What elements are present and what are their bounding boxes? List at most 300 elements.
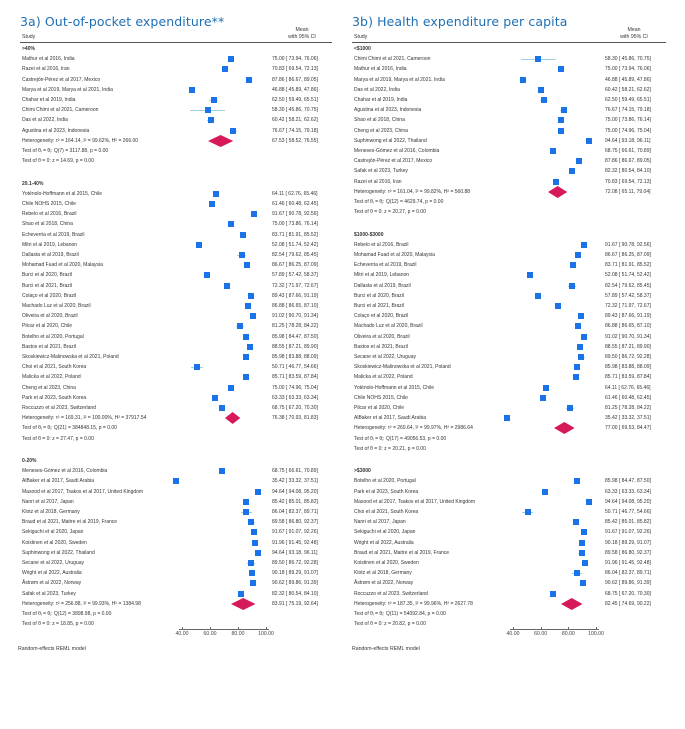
homogeneity-test: Test of θᵢ = θⱼ: Q(11) = 54092.84, p = 0.00 xyxy=(354,611,446,618)
x-axis-tick xyxy=(596,627,597,629)
pooled-estimate-diamond xyxy=(230,598,256,610)
study-row: Shao et al 2018, China xyxy=(22,221,73,228)
pooled-estimate: 77.00 [ 69.53, 84.47] xyxy=(605,425,651,432)
x-axis-tick-label: 80.00 xyxy=(231,631,245,637)
study-row: Bastos et al 2021, Brazil xyxy=(22,343,76,350)
pooled-estimate-diamond xyxy=(207,135,234,147)
heterogeneity-stats: Heterogeneity: τ² = 164.14, I² = 99.62%, H² = 266.00 xyxy=(22,137,139,144)
study-estimate: 91.02 [ 90.70, 91.34] xyxy=(605,333,651,340)
ci-label: with 95% CI xyxy=(620,34,648,40)
study-row: Chimi Chimi et al 2021, Cameroon xyxy=(22,107,99,114)
study-marker-square xyxy=(520,77,526,83)
chart-title: 3a) Out-of-pocket expenditure** xyxy=(20,14,225,29)
study-estimate: 75.00 [ 73.86, 76.14] xyxy=(605,117,651,124)
pooled-estimate: 83.91 [ 75.19, 92.64] xyxy=(272,600,318,607)
study-marker-square xyxy=(574,364,580,370)
study-marker-square xyxy=(586,138,592,144)
study-marker-square xyxy=(527,272,533,278)
x-axis-tick xyxy=(238,627,239,629)
study-row: Klotz et al 2018, Germany xyxy=(354,570,412,577)
study-estimate: 89.50 [ 86.72, 92.28] xyxy=(605,354,651,361)
study-estimate: 75.00 [ 73.94, 76.06] xyxy=(272,56,318,63)
study-marker-square xyxy=(228,56,234,62)
study-estimate: 50.71 [ 46.77, 54.66] xyxy=(605,509,651,516)
study-marker-square xyxy=(248,519,254,525)
study-row: Roccuzzo et al 2023, Switzerland xyxy=(354,590,428,597)
pooled-estimate-diamond xyxy=(224,412,241,424)
study-row: Razei et al 2016, Iran xyxy=(354,178,402,185)
study-estimate: 70.83 [ 69.54, 72.13] xyxy=(605,178,651,185)
study-estimate: 68.75 [ 67.20, 70.30] xyxy=(272,405,318,412)
study-estimate: 86.04 [ 82.37, 89.71] xyxy=(272,509,318,516)
mean-label: Mean xyxy=(295,27,309,33)
panel-out-of-pocket xyxy=(0,0,342,729)
study-estimate: 85.71 [ 83.59, 87.84] xyxy=(272,374,318,381)
study-marker-square xyxy=(251,211,257,217)
study-row: Machado Luz et al 2020, Brazil xyxy=(354,323,423,330)
study-estimate: 62.50 [ 59.49, 65.51] xyxy=(605,97,651,103)
study-marker-square xyxy=(573,519,579,525)
study-estimate: 83.71 [ 81.91, 85.52] xyxy=(272,231,318,238)
heterogeneity-stats: Heterogeneity: τ² = 187.35, I² = 99.96%, H² = 2627.78 xyxy=(354,600,473,607)
study-row: Mathur et al 2016, India xyxy=(354,66,407,73)
study-marker-square xyxy=(238,591,244,597)
study-marker-square xyxy=(243,334,249,340)
study-estimate: 94.64 [ 93.18, 96.11] xyxy=(272,549,318,556)
study-marker-square xyxy=(211,97,217,103)
study-marker-square xyxy=(558,66,564,72)
study-marker-square xyxy=(575,323,581,329)
study-marker-square xyxy=(251,529,257,535)
study-estimate: 91.67 [ 90.78, 92.56] xyxy=(272,211,318,218)
study-row: Wright et al 2022, Australia xyxy=(354,539,414,546)
study-marker-square xyxy=(219,405,225,411)
study-estimate: 61.46 [ 60.48, 62.45] xyxy=(272,201,318,208)
study-estimate: 94.64 [ 94.08, 95.20] xyxy=(605,498,651,505)
study-estimate: 89.43 [ 87.66, 91.19] xyxy=(272,292,318,299)
study-marker-square xyxy=(194,364,200,370)
study-marker-square xyxy=(578,354,584,360)
pooled-estimate: 72.08 [ 65.11, 79.04] xyxy=(605,188,651,195)
pooled-estimate: 76.38 [ 70.93, 81.83] xyxy=(272,415,318,422)
study-marker-square xyxy=(196,242,202,248)
study-estimate: 89.58 [ 86.80, 92.37] xyxy=(272,519,318,526)
study-marker-square xyxy=(535,56,541,62)
study-marker-square xyxy=(504,415,510,421)
heterogeneity-stats: Heterogeneity: τ² = 161.04, I² = 99.82%, H² = 560.88 xyxy=(354,188,471,195)
study-marker-square xyxy=(577,344,583,350)
study-marker-square xyxy=(224,283,230,289)
x-axis-tick-label: 60.00 xyxy=(534,631,548,637)
study-marker-square xyxy=(255,489,261,495)
homogeneity-test: Test of θᵢ = θⱼ: Q(7) = 3117.88, p = 0.00 xyxy=(22,148,109,154)
study-row: Yoténolo-Hoffmann et al 2015, Chile xyxy=(354,384,435,391)
study-row: Mohamad Fuad et al 2020, Malaysia xyxy=(22,262,103,269)
ci-label: with 95% CI xyxy=(288,34,316,40)
column-header-mean xyxy=(604,27,664,41)
study-marker-square xyxy=(525,509,531,515)
study-row: Skoskiewicz-Malinowska et al 2021, Poland xyxy=(354,364,451,371)
study-row: Cheng et al 2023, China xyxy=(22,384,76,391)
study-row: Meneses-Gómez et al 2016, Colombia xyxy=(22,468,108,475)
study-row: Castrejón-Pérez et al 2017, Mexico xyxy=(22,76,101,83)
study-row: Åstrøm et al 2022, Norway xyxy=(22,580,82,587)
x-axis-tick-label: 60.00 xyxy=(203,631,217,637)
study-row: Roccuzzo et al 2023, Switzerland xyxy=(22,405,96,412)
study-estimate: 68.75 [ 67.20, 70.30] xyxy=(605,590,651,597)
study-estimate: 35.42 [ 33.32, 37.51] xyxy=(605,415,651,422)
pooled-estimate: 67.53 [ 58.52, 76.55] xyxy=(272,137,318,144)
study-row: Braud et al 2021, Maitre et al 2019, France xyxy=(22,519,118,526)
study-estimate: 89.43 [ 87.66, 91.19] xyxy=(605,313,651,320)
study-marker-square xyxy=(249,570,255,576)
column-header-mean xyxy=(272,27,332,41)
x-axis-line xyxy=(179,629,269,630)
subgroup-label: <$1000 xyxy=(354,46,371,52)
study-row: Chahar et al 2019, India xyxy=(22,97,76,103)
study-row: Pilcar et al 2020, Chile xyxy=(354,405,405,412)
study-estimate: 46.88 [ 45.89, 47.86] xyxy=(605,76,651,83)
study-estimate: 91.67 [ 91.07, 92.26] xyxy=(605,529,651,536)
study-row: Yoténolo-Hoffmann et al 2015, Chile xyxy=(22,190,103,197)
study-row: Razei et al 2016, Iran xyxy=(22,66,70,73)
pooled-estimate-diamond xyxy=(560,598,583,610)
study-row: Choi et al 2021, South Korea xyxy=(22,364,87,371)
study-marker-square xyxy=(250,313,256,319)
pooled-estimate: 82.45 [ 74.69, 90.22] xyxy=(605,600,651,607)
overall-effect-test: Test of θ = 0: z = 20.21, p = 0.00 xyxy=(354,445,426,452)
study-marker-square xyxy=(189,87,195,93)
study-marker-square xyxy=(213,191,219,197)
study-row: Sekiguchi et al 2020, Japan xyxy=(354,529,416,536)
x-axis-tick-label: 100.00 xyxy=(588,631,604,637)
study-row: Botelho et al 2020, Portugal xyxy=(354,478,416,485)
study-row: Burci et al 2021, Brazil xyxy=(22,282,73,289)
study-row: Braud et al 2021, Maitre et al 2019, France xyxy=(354,549,450,556)
study-row: Masood et al 2017, Tsakos et al 2017, United Kingdom xyxy=(22,488,144,495)
study-row: Koistinen et al 2020, Sweden xyxy=(354,560,419,567)
study-estimate: 58.30 [ 45.86, 70.75] xyxy=(272,107,318,114)
study-estimate: 85.98 [ 83.88, 88.09] xyxy=(272,354,318,361)
study-estimate: 76.67 [ 74.15, 79.18] xyxy=(272,127,318,134)
study-estimate: 52.08 [ 51.74, 52.42] xyxy=(272,241,318,248)
panel-health-expenditure xyxy=(342,0,684,729)
study-row: Cheng et al 2023, China xyxy=(354,127,408,134)
study-marker-square xyxy=(569,283,575,289)
study-row: Koistinen et al 2020, Sweden xyxy=(22,539,87,546)
subgroup-label: >$3000 xyxy=(354,468,371,475)
study-marker-square xyxy=(255,550,261,556)
study-marker-square xyxy=(582,560,588,566)
study-estimate: 62.50 [ 59.49, 65.51] xyxy=(272,97,318,103)
study-row: Malicka et al 2022, Poland xyxy=(22,374,81,381)
study-row: Echeverria et al 2019, Brazil xyxy=(22,231,85,238)
study-estimate: 85.98 [ 83.88, 88.09] xyxy=(605,364,651,371)
study-marker-square xyxy=(209,201,215,207)
model-note: Random-effects REML model xyxy=(352,646,420,652)
study-marker-square xyxy=(555,303,561,309)
study-row: Suphinwong et al 2022, Thailand xyxy=(22,549,95,556)
homogeneity-test: Test of θᵢ = θⱼ: Q(21) = 384848.15, p = 0.00 xyxy=(22,425,117,432)
study-row: Safak et al 2023, Turkey xyxy=(354,168,408,175)
study-estimate: 63.33 [ 63.33, 63.34] xyxy=(272,394,318,401)
study-estimate: 85.98 [ 84.47, 87.50] xyxy=(605,478,651,485)
study-marker-square xyxy=(574,478,580,484)
study-row: Skoskiewicz-Malinowska et al 2021, Poland xyxy=(22,354,119,361)
study-marker-square xyxy=(575,252,581,258)
study-marker-square xyxy=(569,168,575,174)
study-row: Åstrøm et al 2022, Norway xyxy=(354,580,414,587)
study-marker-square xyxy=(538,87,544,93)
study-estimate: 94.64 [ 94.08, 95.20] xyxy=(272,488,318,495)
study-row: Suphinwong et al 2022, Thailand xyxy=(354,137,427,144)
study-row: Nanri et al 2017, Japan xyxy=(354,519,406,526)
study-row: Secane et al 2022, Uruguay xyxy=(354,354,416,361)
study-marker-square xyxy=(558,128,564,134)
study-marker-square xyxy=(222,66,228,72)
study-marker-square xyxy=(542,489,548,495)
study-estimate: 86.67 [ 86.25, 87.09] xyxy=(605,252,651,259)
study-estimate: 82.32 [ 80.54, 84.10] xyxy=(605,168,651,175)
study-estimate: 75.00 [ 73.94, 76.06] xyxy=(605,66,651,73)
study-estimate: 85.42 [ 85.01, 85.82] xyxy=(605,519,651,526)
study-row: Dallasta et al 2019, Brazil xyxy=(354,282,411,289)
study-estimate: 46.88 [ 45.89, 47.86] xyxy=(272,86,318,93)
study-estimate: 75.00 [ 73.86, 76.14] xyxy=(272,221,318,228)
heterogeneity-stats: Heterogeneity: τ² = 260.64, I² = 99.97%, H² = 2986.64 xyxy=(354,425,473,432)
x-axis-tick-label: 80.00 xyxy=(561,631,575,637)
study-estimate: 86.67 [ 86.25, 87.09] xyxy=(272,262,318,269)
subgroup-label: 0-20% xyxy=(22,458,37,465)
x-axis-tick-label: 40.00 xyxy=(506,631,520,637)
study-estimate: 35.42 [ 33.32, 37.51] xyxy=(272,478,318,485)
study-estimate: 82.54 [ 79.62, 85.45] xyxy=(605,282,651,289)
study-marker-square xyxy=(550,148,556,154)
study-marker-square xyxy=(574,570,580,576)
study-estimate: 89.58 [ 86.80, 92.37] xyxy=(605,549,651,556)
study-estimate: 82.54 [ 79.62, 85.45] xyxy=(272,252,318,259)
study-row: Sekiguchi et al 2020, Japan xyxy=(22,529,84,536)
x-axis-tick-label: 40.00 xyxy=(175,631,189,637)
study-marker-square xyxy=(576,158,582,164)
study-marker-square xyxy=(580,580,586,586)
study-marker-square xyxy=(573,374,579,380)
homogeneity-test: Test of θᵢ = θⱼ: Q(12) = 3898.98, p = 0.00 xyxy=(22,611,112,618)
study-estimate: 82.32 [ 80.54, 84.10] xyxy=(272,590,318,597)
study-row: Burci et al 2021, Brazil xyxy=(354,303,405,310)
study-row: Colaço et al 2020, Brazil xyxy=(354,313,409,320)
study-marker-square xyxy=(219,468,225,474)
study-marker-square xyxy=(205,107,211,113)
study-estimate: 90.62 [ 89.86, 91.39] xyxy=(605,580,651,587)
study-row: Wright et al 2022, Australia xyxy=(22,570,82,577)
study-row: Mohamad Fuad et al 2020, Malaysia xyxy=(354,252,435,259)
study-row: Park et al 2023, South Korea xyxy=(22,394,87,401)
study-marker-square xyxy=(586,499,592,505)
study-estimate: 61.46 [ 60.48, 62.45] xyxy=(605,394,651,401)
study-row: Rebelo et al 2016, Brazil xyxy=(22,211,77,218)
study-estimate: 90.62 [ 89.86, 91.39] xyxy=(272,580,318,587)
overall-effect-test: Test of θ = 0: z = 14.69, p = 0.00 xyxy=(22,158,94,165)
x-axis-tick xyxy=(513,627,514,629)
x-axis-tick xyxy=(541,627,542,629)
study-estimate: 85.71 [ 83.59, 87.84] xyxy=(605,374,651,381)
study-estimate: 85.42 [ 85.01, 85.82] xyxy=(272,498,318,505)
mean-label: Mean xyxy=(627,27,641,33)
study-marker-square xyxy=(248,560,254,566)
study-row: Das et al 2022, India xyxy=(354,86,400,93)
overall-effect-test: Test of θ = 0: z = 18.85, p = 0.00 xyxy=(22,621,94,628)
overall-effect-test: Test of θ = 0: z = 20.82, p = 0.00 xyxy=(354,621,426,628)
study-estimate: 64.11 [ 62.76, 65.46] xyxy=(605,384,651,391)
study-marker-square xyxy=(243,499,249,505)
study-estimate: 70.83 [ 69.54, 72.13] xyxy=(272,66,318,73)
study-marker-square xyxy=(243,354,249,360)
heterogeneity-stats: Heterogeneity: τ² = 256.88, I² = 99.93%, H² = 1384.98 xyxy=(22,600,141,607)
study-marker-square xyxy=(228,221,234,227)
study-row: Marya et al 2019, Marya et al 2021, India xyxy=(354,76,445,83)
study-row: Nanri et al 2017, Japan xyxy=(22,498,74,505)
study-estimate: 58.30 [ 45.86, 70.75] xyxy=(605,56,651,63)
study-row: Mitri et al 2019, Lebanon xyxy=(354,272,410,279)
study-marker-square xyxy=(237,323,243,329)
study-marker-square xyxy=(248,293,254,299)
study-estimate: 57.89 [ 57.42, 58.37] xyxy=(605,292,651,299)
study-row: Malicka et al 2022, Poland xyxy=(354,374,413,381)
study-estimate: 60.42 [ 58.21, 62.62] xyxy=(272,117,318,124)
pooled-estimate-diamond xyxy=(553,422,576,434)
homogeneity-test: Test of θᵢ = θⱼ: Q(17) = 49056.53, p = 0.00 xyxy=(354,435,447,442)
study-marker-square xyxy=(561,107,567,113)
study-marker-square xyxy=(247,344,253,350)
study-marker-square xyxy=(246,77,252,83)
study-estimate: 86.88 [ 86.65, 87.10] xyxy=(605,323,651,330)
study-row: Klotz et al 2018, Germany xyxy=(22,509,80,516)
study-row: Agustina et al 2023, Indonesia xyxy=(22,127,90,134)
chart-title: 3b) Health expenditure per capita xyxy=(352,14,568,29)
study-row: Meneses-Gómez et al 2016, Colombia xyxy=(354,148,440,154)
study-marker-square xyxy=(204,272,210,278)
study-marker-square xyxy=(243,374,249,380)
study-marker-square xyxy=(540,395,546,401)
study-estimate: 87.86 [ 86.67, 89.05] xyxy=(272,76,318,83)
study-estimate: 72.32 [ 71.97, 72.67] xyxy=(605,303,651,310)
study-estimate: 87.86 [ 86.67, 89.05] xyxy=(605,158,651,165)
study-row: Das et al 2022, India xyxy=(22,117,68,124)
study-estimate: 91.96 [ 91.45, 92.48] xyxy=(605,560,651,567)
overall-effect-test: Test of θ = 0: z = 27.47, p = 0.00 xyxy=(22,435,94,442)
study-estimate: 90.18 [ 89.29, 91.07] xyxy=(272,570,318,577)
study-estimate: 91.67 [ 91.07, 92.26] xyxy=(272,529,318,536)
study-estimate: 76.67 [ 74.15, 79.18] xyxy=(605,107,651,114)
column-header-study: Study xyxy=(354,34,368,40)
model-note: Random-effects REML model xyxy=(18,646,86,652)
x-axis-tick xyxy=(210,627,211,629)
x-axis-line xyxy=(510,629,599,630)
subgroup-label: $1000-$3000 xyxy=(354,231,384,238)
study-row: Colaço et al 2020, Brazil xyxy=(22,292,77,299)
study-row: Shao et al 2018, China xyxy=(354,117,405,124)
study-marker-square xyxy=(581,334,587,340)
study-row: Oliveira et al 2020, Brazil xyxy=(22,313,78,320)
study-estimate: 57.89 [ 57.42, 58.37] xyxy=(272,272,318,279)
study-marker-square xyxy=(558,117,564,123)
study-row: Safak et al 2023, Turkey xyxy=(22,590,76,597)
study-marker-square xyxy=(581,529,587,535)
study-row: Chile NOHS 2015, Chile xyxy=(354,394,408,401)
study-marker-square xyxy=(230,128,236,134)
study-estimate: 63.33 [ 63.33, 63.34] xyxy=(605,488,651,495)
study-marker-square xyxy=(208,117,214,123)
study-marker-square xyxy=(245,303,251,309)
study-marker-square xyxy=(570,262,576,268)
x-axis-tick xyxy=(568,627,569,629)
study-estimate: 91.67 [ 90.78, 92.56] xyxy=(605,241,651,248)
column-header-study: Study xyxy=(22,34,36,40)
study-row: Burci et al 2020, Brazil xyxy=(354,292,405,299)
study-estimate: 89.50 [ 86.72, 92.28] xyxy=(272,560,318,567)
heterogeneity-stats: Heterogeneity: τ² = 169.31, I² = 100.00%, H² = 37917.54 xyxy=(22,415,147,422)
study-marker-square xyxy=(578,313,584,319)
study-row: Park et al 2023, South Korea xyxy=(354,488,419,495)
study-marker-square xyxy=(239,252,245,258)
x-axis-tick-label: 100.00 xyxy=(258,631,274,637)
study-marker-square xyxy=(541,97,547,103)
study-marker-square xyxy=(535,293,541,299)
study-marker-square xyxy=(579,540,585,546)
study-marker-square xyxy=(581,242,587,248)
study-estimate: 83.71 [ 81.91, 85.52] xyxy=(605,262,651,269)
study-row: Dallasta et al 2019, Brazil xyxy=(22,252,79,259)
study-estimate: 90.18 [ 89.29, 91.07] xyxy=(605,539,651,546)
study-marker-square xyxy=(550,591,556,597)
study-marker-square xyxy=(252,540,258,546)
study-estimate: 68.75 [ 66.61, 70.89] xyxy=(272,468,318,475)
study-marker-square xyxy=(543,385,549,391)
study-estimate: 64.11 [ 62.76, 65.46] xyxy=(272,190,318,197)
study-row: Rebelo et al 2016, Brazil xyxy=(354,241,409,248)
study-row: Bastos et al 2021, Brazil xyxy=(354,343,408,350)
study-row: Oliveira et al 2020, Brazil xyxy=(354,333,410,340)
study-estimate: 81.25 [ 78.28, 84.22] xyxy=(272,323,318,330)
study-marker-square xyxy=(579,550,585,556)
x-axis-tick xyxy=(182,627,183,629)
study-row: Echeverria et al 2019, Brazil xyxy=(354,262,417,269)
study-row: Chimi Chimi et al 2021, Cameroon xyxy=(354,56,431,63)
study-row: Marya et al 2019, Marya et al 2021, India xyxy=(22,86,113,93)
study-estimate: 60.42 [ 58.21, 62.62] xyxy=(605,86,651,93)
study-marker-square xyxy=(240,232,246,238)
study-row: Choi et al 2021, South Korea xyxy=(354,509,419,516)
study-row: AlBaker et al 2017, Saudi Arabia xyxy=(354,415,426,422)
study-row: Castrejón-Pérez et al 2017, Mexico xyxy=(354,158,433,165)
study-row: Agustina et al 2023, Indonesia xyxy=(354,107,422,114)
study-marker-square xyxy=(173,478,179,484)
study-estimate: 81.25 [ 78.28, 84.22] xyxy=(605,405,651,412)
pooled-estimate-diamond xyxy=(547,186,568,198)
study-row: Machado Luz et al 2020, Brazil xyxy=(22,303,91,310)
study-estimate: 68.75 [ 66.61, 70.89] xyxy=(605,148,651,154)
study-estimate: 75.00 [ 74.96, 75.04] xyxy=(605,127,651,134)
x-axis-tick xyxy=(266,627,267,629)
study-marker-square xyxy=(244,262,250,268)
study-estimate: 85.98 [ 84.47, 87.50] xyxy=(272,333,318,340)
study-row: Pilcar et al 2020, Chile xyxy=(22,323,73,330)
study-estimate: 91.96 [ 91.45, 92.48] xyxy=(272,539,318,546)
study-row: Botelho et al 2020, Portugal xyxy=(22,333,84,340)
study-estimate: 91.02 [ 90.70, 91.34] xyxy=(272,313,318,320)
study-row: Mitri et al 2019, Lebanon xyxy=(22,241,78,248)
